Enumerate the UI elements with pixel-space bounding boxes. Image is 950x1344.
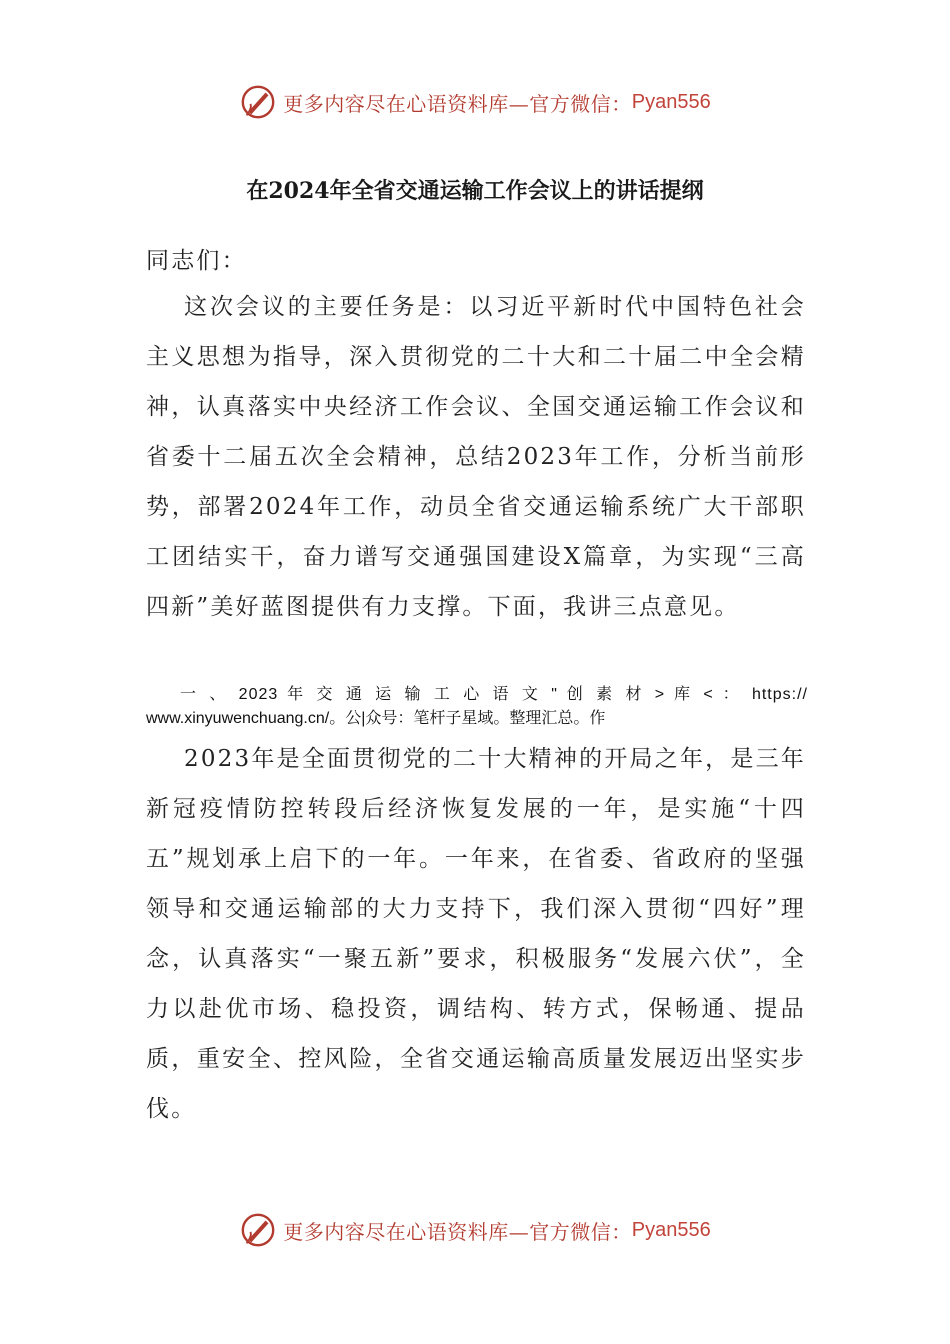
watermark-wechat-id: Pyan556 [631, 1218, 711, 1241]
section-heading-line-1: 一 、 2023 年 交 通 运 输 工 心 语 文 " 创 素 材 > 库 < ： https:// [180, 686, 808, 703]
salutation: 同志们： [146, 248, 247, 274]
watermark-text: 更多内容尽在心语资料库—官方微信： [283, 1219, 632, 1244]
pen-logo-icon [239, 83, 277, 121]
page-title: 在2024年全省交通运输工作会议上的讲话提纲 [246, 178, 704, 204]
watermark-wechat-id: Pyan556 [631, 90, 711, 113]
paragraph-intro: 这次会议的主要任务是：以习近平新时代中国特色社会主义思想为指导，深入贯彻党的二十大和二十届二中全会精神，认真落实中央经济工作会议、全国交通运输工作会议和省委十二届五次全会精神，总结2023年工作，分析当前形势，部署2024年工作，动员全省交通运输系统广大干部职工团结实干，奋力谱写交通强国建设X篇章，为实现“三高四新”美好蓝图提供有力支撑。下面，我讲三点意见。 [146, 294, 806, 620]
watermark-banner-bottom [0, 1210, 950, 1250]
watermark-banner-top [0, 82, 950, 122]
watermark-text: 更多内容尽在心语资料库—官方微信： [283, 91, 632, 116]
section-heading-line-2: www.xinyuwenchuang.cn/。公|众号：笔杆子星域。整理汇总。作 [146, 710, 606, 727]
pen-logo-icon [239, 1211, 277, 1249]
paragraph-review: 2023年是全面贯彻党的二十大精神的开局之年，是三年新冠疫情防控转段后经济恢复发展的一年，是实施“十四五”规划承上启下的一年。一年来，在省委、省政府的坚强领导和交通运输部的大力支持下，我们深入贯彻“四好”理念，认真落实“一聚五新”要求，积极服务“发展六伏”，全力以赴优市场、稳投资，调结构、转方式，保畅通、提品质，重安全、控风险，全省交通运输高质量发展迈出坚实步伐。 [146, 746, 806, 1122]
